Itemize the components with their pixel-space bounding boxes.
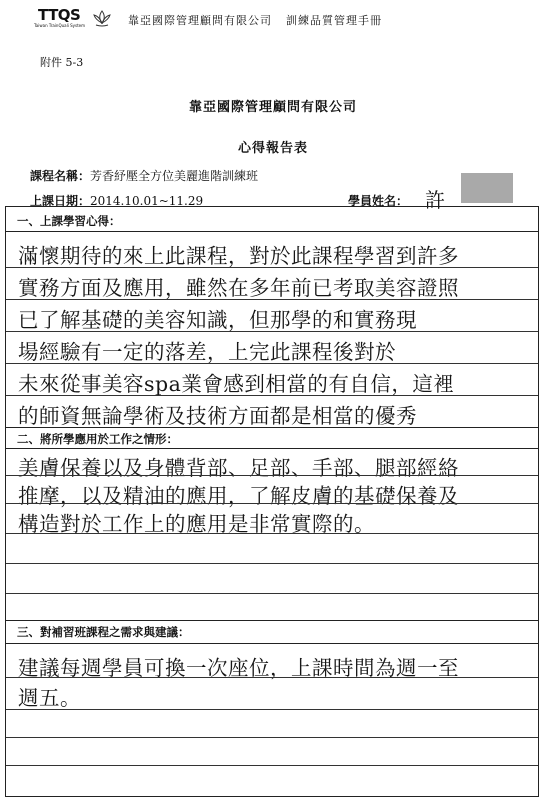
handwritten-line: 建議每週學員可換一次座位，上課時間為週一至 xyxy=(18,656,459,680)
course-name-field xyxy=(30,167,258,184)
handwritten-line: 實務方面及應用，雖然在多年前已考取美容證照 xyxy=(18,276,459,300)
handwritten-line: 美膚保養以及身體背部、足部、手部、腿部經絡 xyxy=(18,456,459,480)
handwritten-line: 推摩，以及精油的應用，了解皮膚的基礎保養及 xyxy=(18,484,459,508)
row-divider xyxy=(6,643,538,644)
section-divider xyxy=(6,427,538,428)
handwritten-line: 場經驗有一定的落差，上完此課程後對於 xyxy=(18,340,396,364)
handwritten-line: 週五。 xyxy=(18,686,81,710)
redaction-box xyxy=(461,173,513,203)
row-divider xyxy=(6,533,538,534)
header-manual-title: 訓練品質管理手冊 xyxy=(286,14,382,27)
student-name-handwritten: 許 xyxy=(425,188,445,212)
handwritten-line: 的師資無論學術及技術方面都是相當的優秀 xyxy=(18,404,417,428)
row-divider xyxy=(6,709,538,710)
row-divider xyxy=(6,677,538,678)
student-name-label: 學員姓名： xyxy=(348,194,409,208)
form-title: 心得報告表 xyxy=(237,141,308,156)
header-company-name: 靠亞國際管理顧問有限公司 xyxy=(128,14,272,27)
row-divider xyxy=(6,267,538,268)
ttqs-logo xyxy=(34,6,86,32)
section-divider xyxy=(6,620,538,621)
company-title: 靠亞國際管理顧問有限公司 xyxy=(188,100,357,115)
row-divider xyxy=(6,331,538,332)
course-name-label: 課程名稱： xyxy=(30,169,91,183)
section-3-label: 三、對補習班課程之需求與建議： xyxy=(17,625,190,639)
row-divider xyxy=(6,503,538,504)
class-date-value: 2014.10.01~11.29 xyxy=(90,194,204,208)
row-divider xyxy=(6,448,538,449)
row-divider xyxy=(6,737,538,738)
row-divider xyxy=(6,395,538,396)
logo-subtext: Taiwan TrainQuali System xyxy=(34,23,86,28)
row-divider xyxy=(6,299,538,300)
appendix-number: 附件 5-3 xyxy=(40,56,84,69)
row-divider xyxy=(6,765,538,766)
handwritten-line: 構造對於工作上的應用是非常實際的。 xyxy=(18,512,375,536)
row-divider xyxy=(6,593,538,594)
handwritten-line: 已了解基礎的美容知識，但那學的和實務現 xyxy=(18,308,417,332)
handwritten-line: 未來從事美容spa業會感到相當的有自信，這裡 xyxy=(18,372,455,396)
document-header xyxy=(34,6,514,34)
row-divider xyxy=(6,475,538,476)
row-divider xyxy=(6,563,538,564)
section-2-label: 二、將所學應用於工作之情形： xyxy=(17,432,178,446)
handwritten-line: 滿懷期待的來上此課程，對於此課程學習到許多 xyxy=(18,244,459,268)
lotus-emblem-icon xyxy=(92,8,112,28)
class-date-label: 上課日期： xyxy=(30,194,91,208)
reflection-form-table xyxy=(5,206,539,797)
section-1-label: 一、上課學習心得： xyxy=(17,214,121,228)
course-name-value: 芳香紓壓全方位美麗進階訓練班 xyxy=(90,169,259,183)
row-divider xyxy=(6,231,538,232)
row-divider xyxy=(6,363,538,364)
logo-text: TTQS xyxy=(38,6,81,24)
